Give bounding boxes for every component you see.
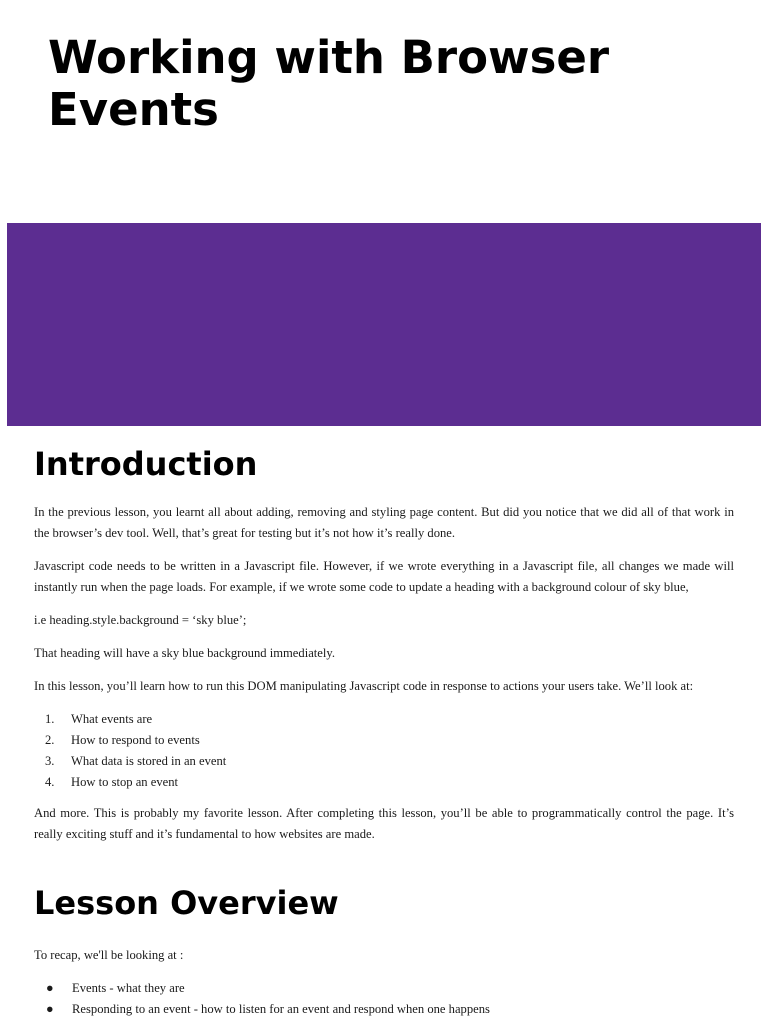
intro-paragraph: In the previous lesson, you learnt all about adding, removing and styling page content. But did you notice that we did all of that work in the browser’s dev tool. Well, that’s great for testing but it’s not how it’s really done. <box>34 505 734 540</box>
list-item <box>34 709 734 730</box>
introduction-heading: Introduction <box>34 445 258 483</box>
list-item <box>34 730 734 751</box>
article-content <box>34 444 734 1020</box>
list-item <box>34 751 734 772</box>
intro-paragraph: That heading will have a sky blue background immediately. <box>34 646 335 660</box>
list-item <box>34 999 734 1020</box>
list-item-number: 4. <box>45 775 55 789</box>
lesson-overview-heading: Lesson Overview <box>34 884 339 922</box>
topics-numbered-list <box>34 709 734 793</box>
list-item-text: Events - what they are <box>72 981 185 995</box>
list-item-text: What data is stored in an event <box>71 754 227 768</box>
bullet-icon: ● <box>46 1002 54 1016</box>
intro-paragraph: Javascript code needs to be written in a Javascript file. However, if we wrote everything in a Javascript file, all changes we made will instantly run when the page loads. For example, if we wrote some code to update a heading with a background colour of sky blue, <box>34 559 734 594</box>
recap-paragraph: To recap, we'll be looking at : <box>34 948 184 962</box>
list-item-text: What events are <box>71 712 153 726</box>
list-item-number: 2. <box>45 733 55 747</box>
list-item-number: 3. <box>45 754 55 768</box>
overview-bullet-list <box>34 978 734 1020</box>
list-item-number: 1. <box>45 712 55 726</box>
list-item-text: How to stop an event <box>71 775 179 789</box>
code-example-paragraph: i.e heading.style.background = ‘sky blue’; <box>34 613 247 627</box>
bullet-icon: ● <box>46 981 54 995</box>
banner-image <box>7 223 761 426</box>
list-item-text: Responding to an event - how to listen for an event and respond when one happens <box>72 1002 490 1016</box>
list-item <box>34 978 734 999</box>
list-item-text: How to respond to events <box>71 733 200 747</box>
list-item <box>34 772 734 793</box>
intro-paragraph: In this lesson, you’ll learn how to run this DOM manipulating Javascript code in response to actions your users take. We’ll look at: <box>34 679 694 693</box>
page-title: Working with Browser Events <box>48 31 610 136</box>
closing-paragraph: And more. This is probably my favorite lesson. After completing this lesson, you’ll be able to programmatically control the page. It’s really exciting stuff and it’s fundamental to how websites are made. <box>34 806 734 841</box>
